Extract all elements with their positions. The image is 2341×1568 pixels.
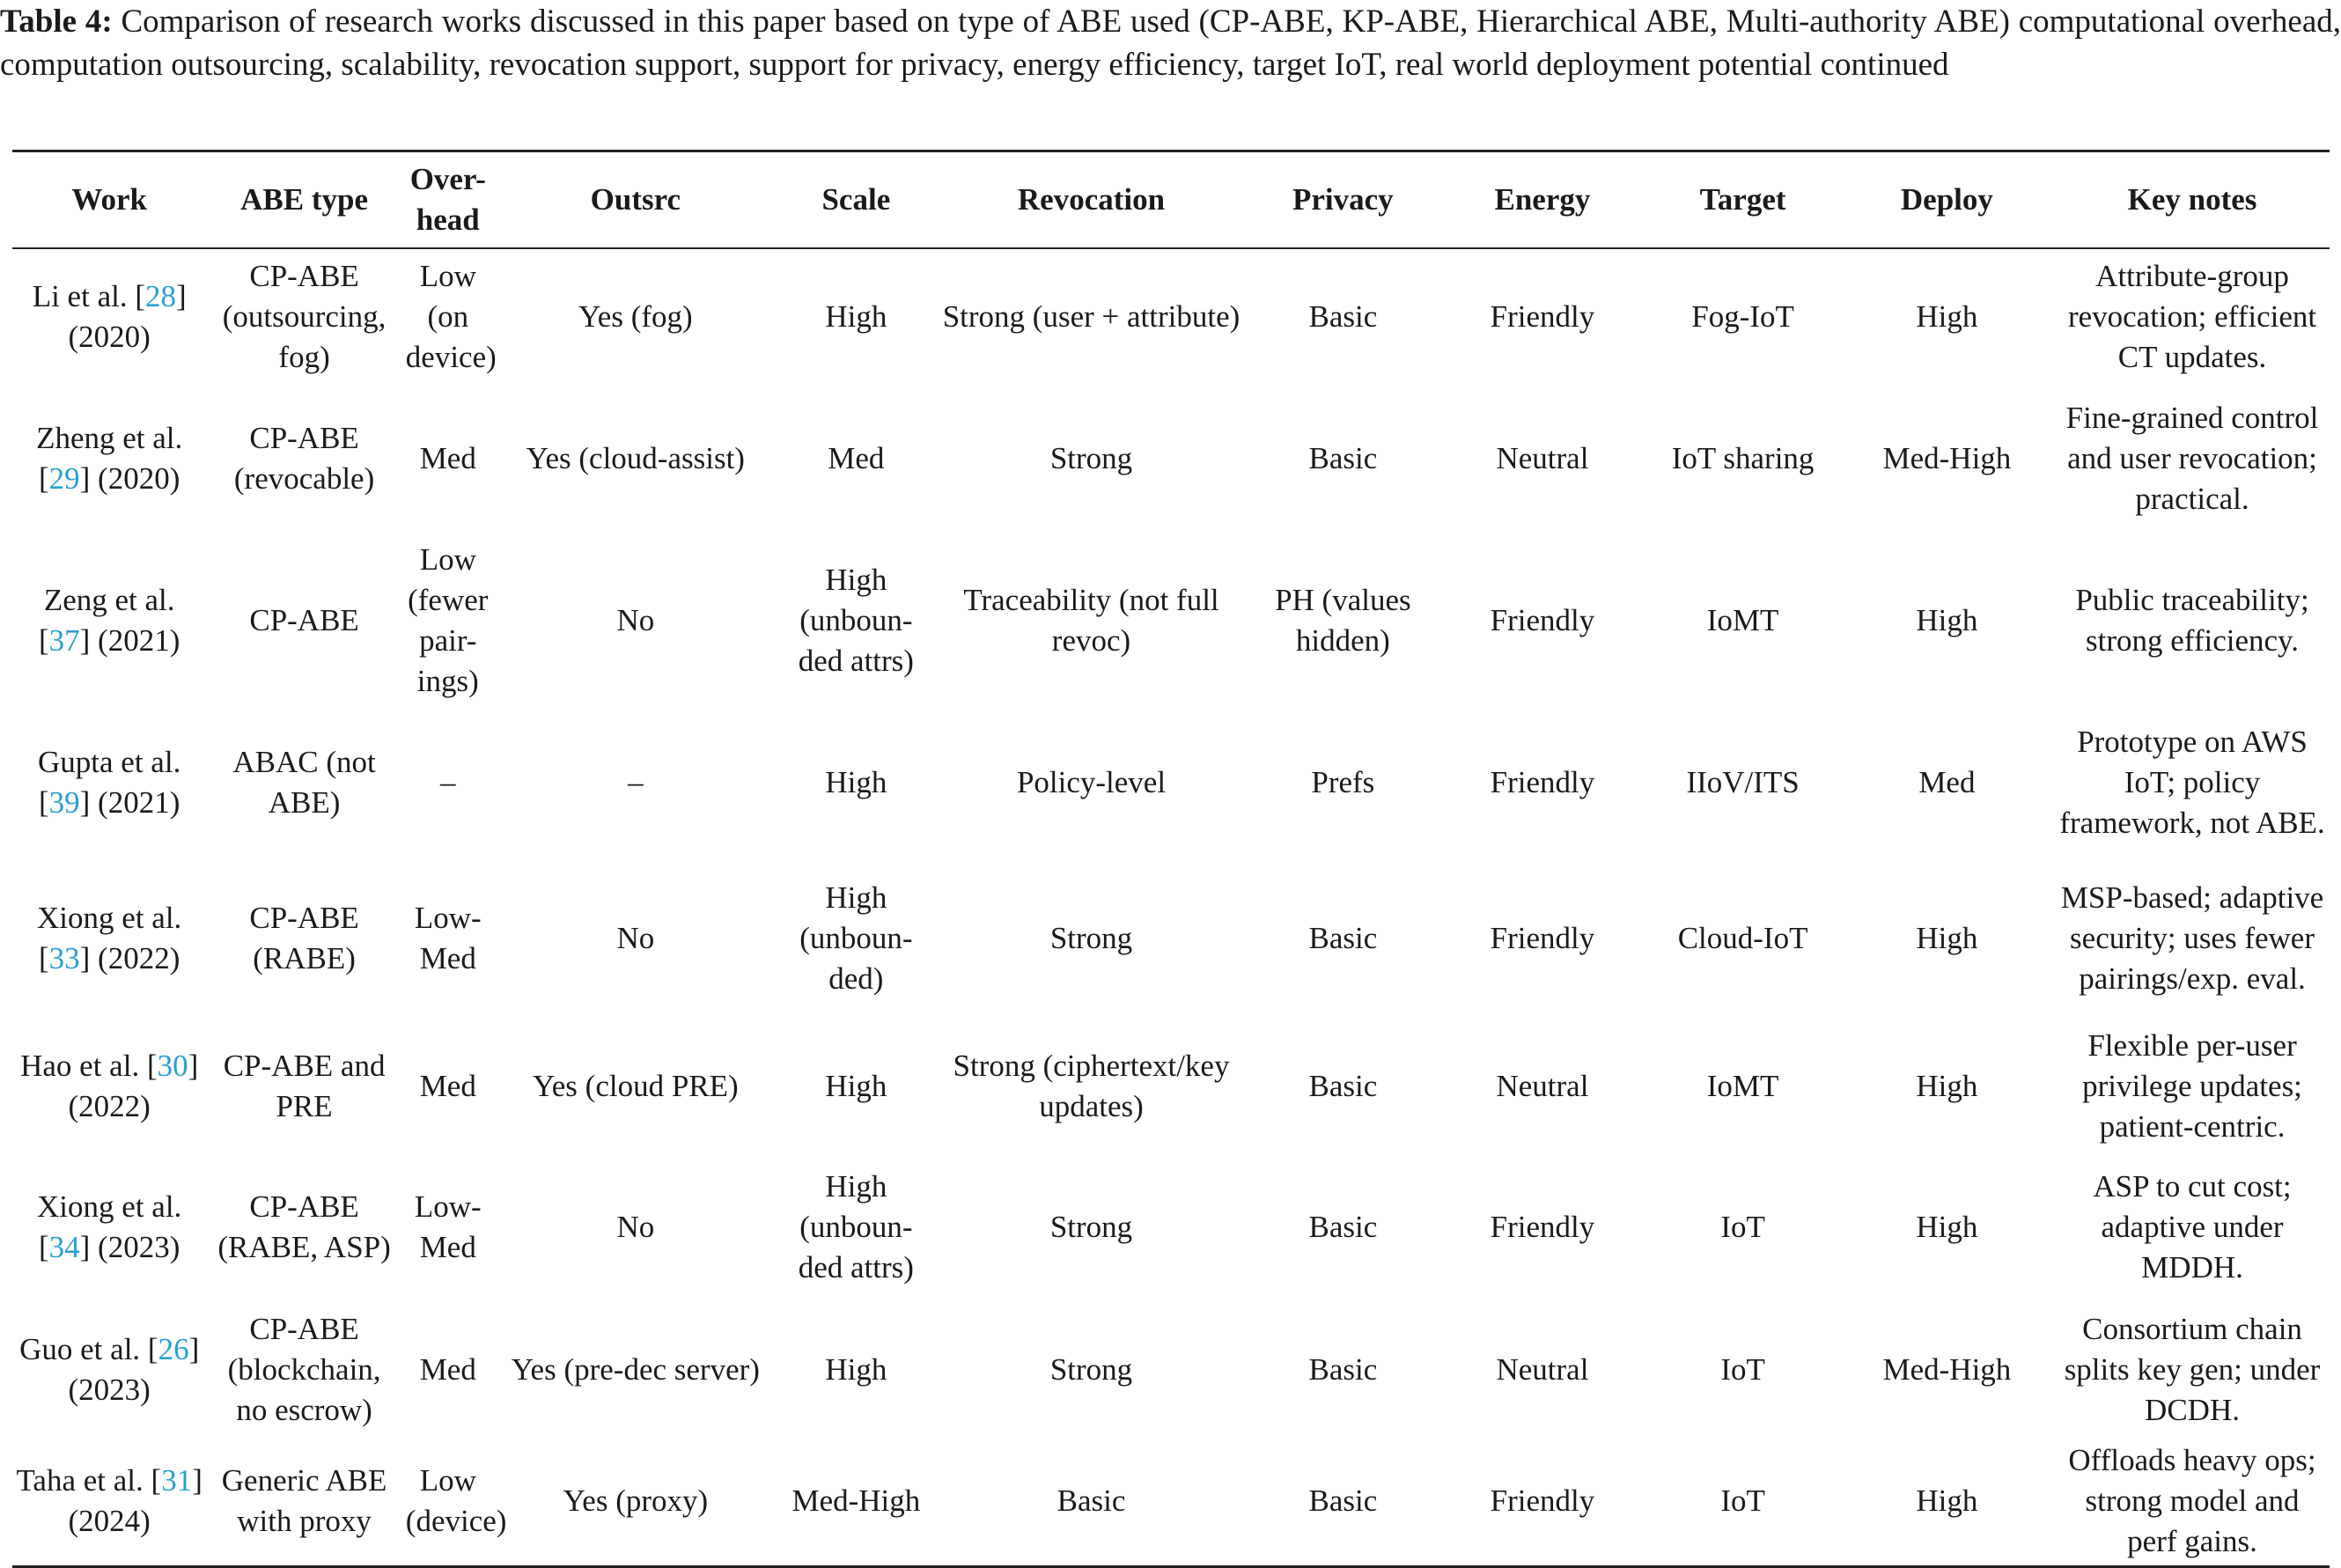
citation-link[interactable]: 34 [48,1229,80,1264]
work-suffix: ] (2023) [68,1331,200,1407]
work-suffix: ] (2022) [79,940,180,975]
work-prefix: Zeng et al. [ [38,582,175,658]
cell-overhead: Low (on device) [405,259,497,374]
cell-overhead: Med [419,1351,476,1387]
cell-outsrc: Yes (fog) [578,299,693,334]
cell-privacy: Basic [1308,299,1378,334]
citation-link[interactable]: 37 [48,622,80,658]
cell-deploy: High [1916,299,1978,334]
cell-outsrc: No [616,602,655,637]
work-suffix: ] (2020) [68,279,187,354]
work-prefix: Xiong et al. [ [37,1189,182,1264]
cell-work [12,1303,206,1437]
cell-privacy: Basic [1308,920,1378,955]
cell-key-notes: MSP-based; adaptive security; uses fewer pairings/exp. eval. [2060,880,2324,996]
cell-target: IoT sharing [1671,440,1815,475]
work-prefix: Zheng et al. [ [36,420,183,496]
cell-work [12,1152,206,1303]
table-row [12,1303,2330,1437]
cell-scale: High [825,1068,887,1103]
table-row [12,1437,2330,1567]
table-row [12,710,2330,856]
cell-key-notes: Public traceability; strong efficiency. [2075,582,2309,658]
comparison-table [12,150,2330,1568]
cell-outsrc: Yes (pre-dec server) [511,1351,760,1387]
cell-outsrc: No [616,920,655,955]
table-row [12,1021,2330,1152]
cell-abe-type: CP-ABE and PRE [223,1048,386,1123]
work-prefix: Gupta et al. [ [38,744,181,820]
cell-work [12,386,206,532]
cell-energy: Friendly [1490,1209,1595,1244]
cell-work [12,1437,206,1567]
cell-key-notes: Flexible per-user privilege updates; patient-centric. [2082,1027,2302,1144]
cell-target: IIoV/ITS [1686,764,1800,799]
cell-energy: Friendly [1490,920,1595,955]
citation-link[interactable]: 39 [48,784,80,820]
cell-outsrc: – [628,764,644,799]
caption-label: Table 4: [0,4,113,40]
citation-link[interactable]: 26 [158,1331,189,1366]
header-key-notes: Key notes [2127,181,2257,217]
cell-scale: High (unboun-ded attrs) [798,1168,914,1285]
cell-privacy: Basic [1308,1351,1378,1387]
cell-energy: Neutral [1496,440,1589,475]
cell-revocation: Strong [1049,440,1133,475]
cell-energy: Friendly [1490,602,1595,637]
cell-deploy: Med [1918,764,1976,799]
cell-target: IoT [1720,1351,1765,1387]
cell-scale: Med-High [791,1483,921,1518]
work-suffix: ] (2024) [68,1462,202,1538]
cell-privacy: PH (values hidden) [1275,582,1411,658]
cell-deploy: High [1916,920,1978,955]
cell-deploy: High [1916,1068,1978,1103]
header-energy: Energy [1494,181,1591,217]
cell-revocation: Strong (ciphertext/key updates) [953,1048,1230,1123]
cell-abe-type: CP-ABE [249,602,359,637]
cell-scale: High (unboun-ded attrs) [798,562,914,678]
header-privacy: Privacy [1292,181,1394,217]
cell-abe-type: CP-ABE (blockchain, no escrow) [227,1311,381,1427]
work-prefix: Taha et al. [ [16,1462,162,1498]
cell-scale: High [825,764,887,799]
cell-key-notes: Fine-grained control and user revocation; practical. [2065,400,2319,516]
table-row [12,532,2330,710]
cell-privacy: Basic [1308,1068,1378,1103]
cell-deploy: High [1916,602,1978,637]
cell-revocation: Strong (user + attribute) [942,299,1240,334]
cell-privacy: Basic [1308,1209,1378,1244]
cell-privacy: Basic [1308,1483,1378,1518]
work-suffix: ] (2023) [79,1229,180,1264]
cell-target: IoT [1720,1209,1765,1244]
table-caption [0,0,2341,86]
header-outsrc: Outsrc [590,181,681,217]
cell-revocation: Traceability (not full revoc) [963,582,1219,658]
citation-link[interactable]: 28 [144,279,176,313]
cell-target: IoT [1720,1483,1765,1518]
header-abe-type: ABE type [240,181,369,217]
cell-target: Fog-IoT [1691,299,1794,334]
cell-outsrc: No [616,1209,655,1244]
work-suffix: ] (2021) [79,622,180,658]
table-row [12,856,2330,1021]
cell-overhead: Low (device) [405,1462,507,1538]
cell-overhead: – [440,764,456,799]
header-deploy: Deploy [1900,181,1993,217]
cell-scale: High (unboun-ded) [799,880,913,996]
cell-revocation: Strong [1049,1209,1133,1244]
cell-overhead: Low-Med [414,900,482,975]
table-row [12,1152,2330,1303]
caption-text: Comparison of research works discussed in this paper based on type of ABE used (CP-ABE, KP-ABE, Hierarchical ABE, Multi-authority ABE) computational overhead, computation outsourcing, scalability, revocation support, support for privacy, energy efficiency, target IoT, real world deployment potential continued [0,4,2341,83]
cell-privacy: Prefs [1311,764,1375,799]
cell-key-notes: Attribute-group revocation; efficient CT updates. [2067,259,2317,374]
cell-abe-type: Generic ABE with proxy [221,1462,387,1538]
cell-abe-type: CP-ABE (RABE, ASP) [217,1189,391,1264]
cell-deploy: High [1916,1209,1978,1244]
cell-overhead: Low (fewer pair-ings) [408,541,489,698]
work-prefix: Guo et al. [ [19,1331,158,1366]
cell-scale: Med [828,440,885,475]
cell-outsrc: Yes (cloud PRE) [533,1068,739,1103]
cell-privacy: Basic [1308,440,1378,475]
cell-overhead: Low-Med [414,1189,482,1264]
header-scale: Scale [821,181,891,217]
table-row [12,248,2330,386]
work-prefix: Xiong et al. [ [37,900,182,975]
cell-overhead: Med [419,1068,476,1103]
header-row [12,151,2330,248]
cell-scale: High [825,1351,887,1387]
citation-link[interactable]: 30 [157,1048,188,1083]
cell-work [12,532,206,710]
citation-link[interactable]: 33 [48,940,80,975]
cell-energy: Friendly [1490,299,1595,334]
cell-abe-type: CP-ABE (outsourcing, fog) [222,259,386,374]
cell-deploy: Med-High [1882,440,2012,475]
cell-outsrc: Yes (proxy) [563,1483,709,1518]
cell-energy: Neutral [1496,1351,1589,1387]
cell-key-notes: Offloads heavy ops; strong model and perf gains. [2068,1442,2316,1558]
cell-overhead: Med [419,440,476,475]
header-target: Target [1699,181,1786,217]
cell-deploy: Med-High [1882,1351,2012,1387]
cell-key-notes: Consortium chain splits key gen; under DCDH. [2064,1311,2321,1427]
cell-energy: Friendly [1490,764,1595,799]
cell-work [12,710,206,856]
cell-key-notes: Prototype on AWS IoT; policy framework, not ABE. [2059,724,2325,840]
cell-target: IoMT [1706,602,1779,637]
cell-work [12,856,206,1021]
cell-outsrc: Yes (cloud-assist) [526,440,745,475]
cell-target: IoMT [1706,1068,1779,1103]
cell-work [12,248,206,386]
cell-scale: High [825,299,887,334]
cell-energy: Neutral [1496,1068,1589,1103]
cell-revocation: Strong [1049,920,1133,955]
cell-deploy: High [1916,1483,1978,1518]
work-suffix: ] (2022) [68,1048,199,1123]
citation-link[interactable]: 31 [161,1462,193,1498]
cell-abe-type: CP-ABE (RABE) [249,900,359,975]
cell-energy: Friendly [1490,1483,1595,1518]
cell-revocation: Strong [1049,1351,1133,1387]
work-suffix: ] (2021) [79,784,180,820]
citation-link[interactable]: 29 [48,460,80,496]
cell-work [12,1021,206,1152]
cell-target: Cloud-IoT [1677,920,1808,955]
header-overhead: Over-head [409,161,486,237]
header-revocation: Revocation [1017,181,1166,217]
cell-revocation: Policy-level [1016,764,1167,799]
header-work: Work [71,181,147,217]
table-row [12,386,2330,532]
work-suffix: ] (2020) [79,460,180,496]
work-prefix: Li et al. [ [32,279,145,313]
cell-abe-type: ABAC (not ABE) [232,744,376,820]
work-prefix: Hao et al. [ [20,1048,158,1083]
cell-key-notes: ASP to cut cost; adaptive under MDDH. [2093,1168,2292,1285]
cell-revocation: Basic [1056,1483,1126,1518]
cell-abe-type: CP-ABE (revocable) [233,420,375,496]
